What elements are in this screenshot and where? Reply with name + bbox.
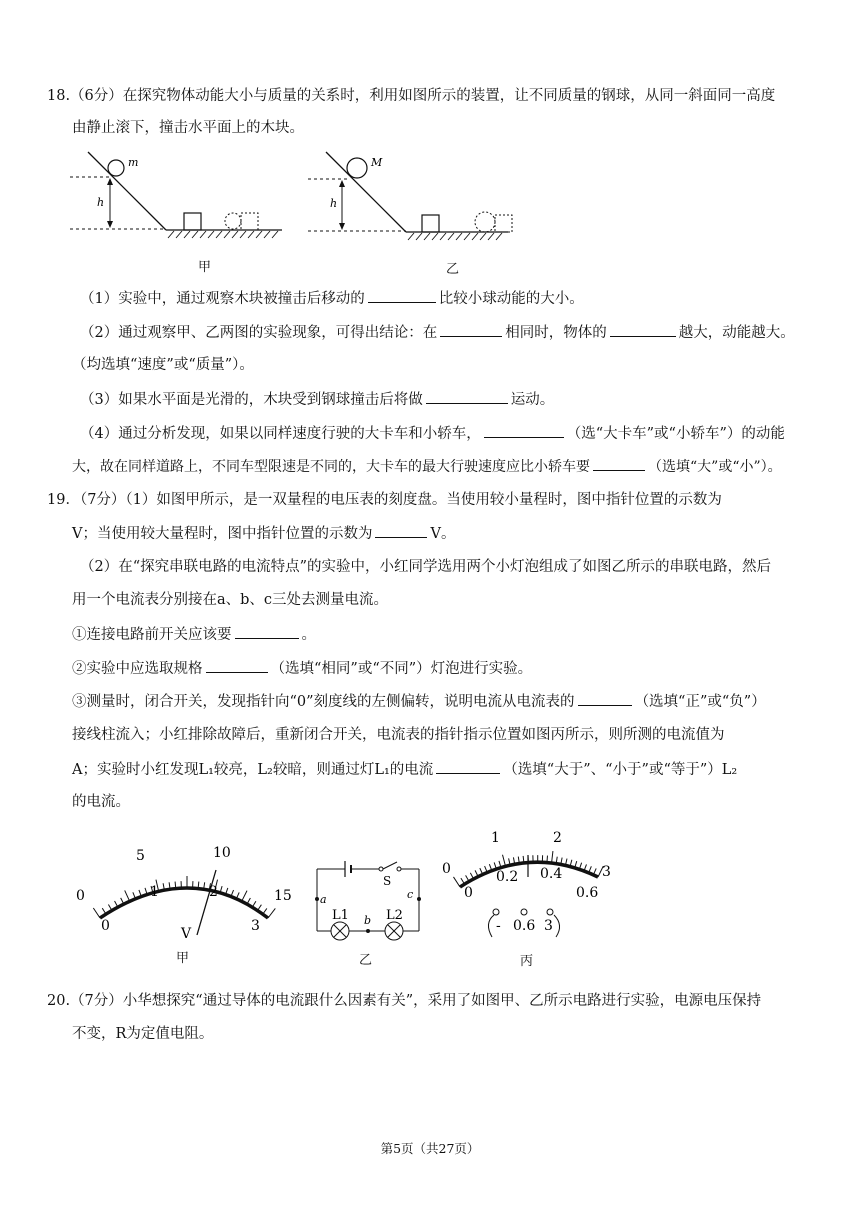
amm-bot-02: 0.2 [496, 869, 519, 885]
q19-step3-cont3: 的电流。 [72, 794, 130, 810]
dial-tick [263, 908, 267, 914]
q18-blank-2 [440, 322, 502, 337]
q18-part2: （2）通过观察甲、乙两图的实验现象，可得出结论：在 相同时，物体的 越大，动能越大。 [80, 322, 795, 343]
q18-blank-6 [593, 456, 645, 471]
q19-part2-cont: 用一个电流表分别接在a、b、c三处去测量电流。 [72, 592, 389, 608]
dial-tick [125, 890, 130, 901]
q19-step3-cont2: A；实验时小红发现L₁较亮，L₂较暗，则通过灯L₁的电流 （选填“大于”、“小于”或“等于”）L₂ [72, 759, 737, 780]
amm-top-3: 3 [602, 864, 611, 880]
dial-tick [175, 882, 176, 889]
amm-top-0: 0 [442, 861, 451, 877]
q19-fig-yi-caption: 乙 [359, 953, 373, 968]
volt-bot-2: 2 [209, 884, 218, 900]
q19-ammeter-dial [436, 825, 616, 950]
q18-fig-jia-caption: 甲 [198, 260, 212, 275]
volt-bot-0: 0 [101, 918, 110, 934]
q18-blank-4 [426, 389, 508, 404]
q19-voltmeter-dial [70, 840, 310, 955]
q18-part2-note: （均选填“速度”或“质量”）。 [72, 357, 254, 373]
amm-bot-06: 0.6 [576, 885, 599, 901]
volt-top-0: 0 [76, 888, 85, 904]
q19-heading-cont: V；当使用较大量程时，图中指针位置的示数为 V。 [72, 523, 455, 544]
q20-heading: 20.（7分）小华想探究“通过导体的电流跟什么因素有关”，采用了如图甲、乙所示电路进行实验，电源电压保持 [47, 993, 762, 1009]
volt-bot-1: 1 [150, 884, 159, 900]
volt-top-5: 5 [136, 848, 145, 864]
q19-step3-cont: 接线柱流入；小红排除故障后，重新闭合开关，电流表的指针指示位置如图丙所示，则所测的电流值为 [72, 727, 725, 743]
volt-unit-v: V [181, 926, 192, 942]
q18-heading: 18.（6分）在探究物体动能大小与质量的关系时，利用如图所示的装置，让不同质量的钢球，从同一斜面同一高度 [47, 88, 776, 104]
q18-fig-h2-label: h [330, 197, 338, 210]
page-footer: 第5页（共27页） [380, 1141, 480, 1156]
amm-term-06: 0.6 [513, 918, 536, 934]
q18-figure-yi [308, 150, 523, 245]
q18-fig-M-label: M [371, 156, 383, 169]
dial-tick [503, 855, 506, 867]
dial-tick [198, 882, 199, 889]
q20-heading-cont: 不变，R为定值电阻。 [72, 1026, 214, 1042]
q19-fig-jia-caption: 甲 [176, 951, 190, 966]
q18-fig-h-label: h [97, 196, 105, 209]
q19-blank-3 [206, 658, 268, 673]
dial-tick [242, 891, 247, 902]
q19-heading: 19．（7分）（1）如图甲所示，是一双量程的电压表的刻度盘。当使用较小量程时，图中指针位置的示数为 [47, 492, 722, 508]
q18-part1: （1）实验中，通过观察木块被撞击后移动的 比较小球动能的大小。 [80, 288, 584, 309]
dial-tick [552, 851, 553, 863]
q19-part2: （2）在“探究串联电路的电流特点”的实验中，小红同学选用两个小灯泡组成了如图乙所示的串联电路，然后 [80, 559, 772, 575]
q19-blank-5 [436, 759, 500, 774]
q18-part4: （4）通过分析发现，如果以同样速度行驶的大卡车和小轿车， （选“大卡车”或“小轿车”）的动能 [80, 423, 785, 444]
amm-bot-0: 0 [464, 885, 473, 901]
dial-tick [268, 908, 275, 918]
q18-blank-3 [610, 322, 676, 337]
q18-blank-1 [368, 288, 436, 303]
dial-tick [547, 856, 548, 863]
dial-tick [258, 905, 262, 911]
q19-blank-2 [235, 624, 299, 639]
q19-step1: ①连接电路前开关应该要 。 [72, 624, 316, 645]
q19-circuit-diagram [305, 855, 435, 950]
q18-fig-m-label: m [128, 156, 139, 169]
volt-bot-3: 3 [251, 918, 260, 934]
dial-tick [93, 908, 100, 918]
circuit-l2-label: L2 [386, 908, 403, 923]
q19-step2: ②实验中应选取规格 （选填“相同”或“不同”）灯泡进行实验。 [72, 658, 532, 679]
circuit-b-label: b [364, 914, 372, 927]
dial-tick [453, 877, 460, 887]
circuit-l1-label: L1 [332, 908, 349, 923]
q18-heading-cont: 由静止滚下，撞击水平面上的木块。 [72, 120, 304, 136]
circuit-a-label: a [320, 893, 327, 906]
amm-term-3: 3 [544, 918, 553, 934]
q18-part4-cont: 大，故在同样道路上，不同车型限速是不同的，大卡车的最大行驶速度应比小轿车要 （选填“大”或“小”）。 [72, 456, 782, 477]
amm-top-2: 2 [553, 830, 562, 846]
q19-step3: ③测量时，闭合开关，发现指针向“0”刻度线的左侧偏转，说明电流从电流表的 （选填“正”或“负”） [72, 691, 766, 712]
q18-fig-yi-caption: 乙 [446, 262, 460, 277]
circuit-c-label: c [407, 888, 414, 901]
amm-bot-04: 0.4 [540, 866, 563, 882]
amm-term-neg: - [496, 918, 501, 934]
q18-blank-5 [484, 423, 564, 438]
q19-blank-1 [375, 523, 427, 538]
q18-figure-jia [70, 150, 285, 245]
volt-top-10: 10 [213, 845, 231, 861]
q18-part3: （3）如果水平面是光滑的，木块受到钢球撞击后将做 运动。 [80, 389, 554, 410]
volt-top-15: 15 [274, 888, 292, 904]
q19-fig-bing-caption: 丙 [520, 954, 534, 969]
q19-blank-4 [578, 691, 632, 706]
amm-top-1: 1 [491, 830, 500, 846]
circuit-s-label: S [383, 874, 392, 888]
